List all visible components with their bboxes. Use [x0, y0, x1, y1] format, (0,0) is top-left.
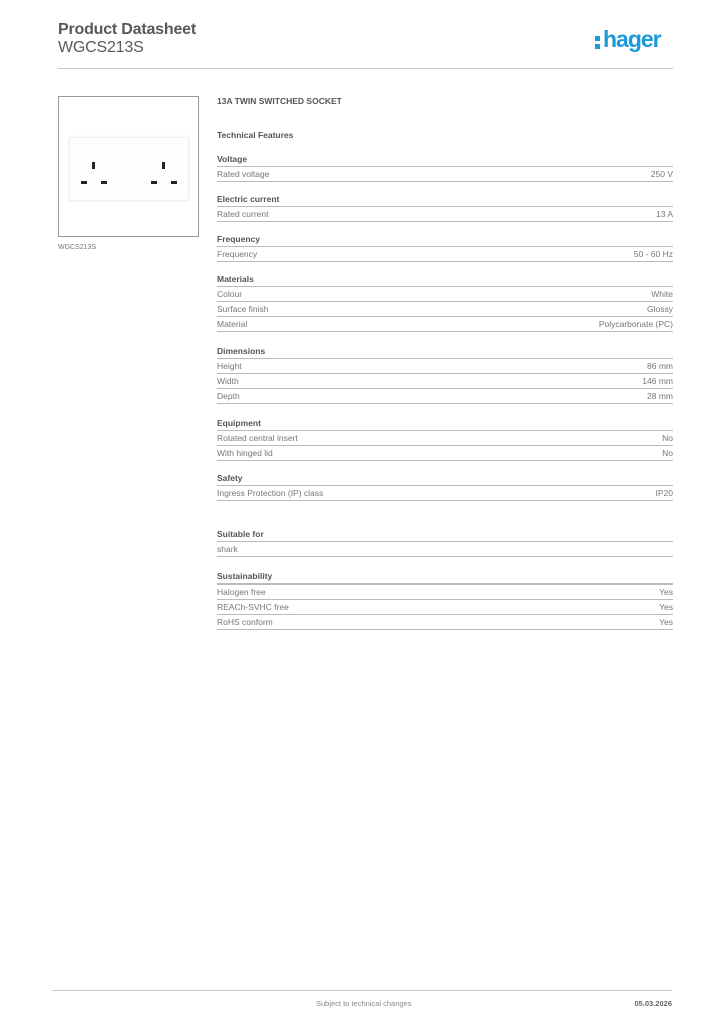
section-heading: Technical Features — [217, 130, 294, 140]
socket-plate-icon — [69, 137, 189, 201]
row-value: White — [651, 289, 673, 299]
product-reference: WGCS213S — [58, 39, 144, 56]
technical-features — [217, 96, 673, 630]
row-value: No — [662, 433, 673, 443]
image-caption: WGCS213S — [58, 244, 97, 251]
row-label: Width — [217, 376, 239, 386]
row-label: Ingress Protection (IP) class — [217, 488, 324, 498]
table-row — [217, 374, 673, 389]
row-label: Material — [217, 319, 248, 329]
row-label: Surface finish — [217, 304, 269, 314]
group-dimensions — [217, 346, 673, 404]
table-row — [217, 542, 673, 557]
row-label: Rotated central insert — [217, 433, 298, 443]
footer-divider — [52, 990, 672, 991]
row-value: IP20 — [655, 488, 673, 498]
group-safety — [217, 473, 673, 501]
row-value: 13 A — [655, 209, 673, 219]
group-suitable-for — [217, 529, 673, 557]
group-title: Electric current — [217, 194, 673, 207]
row-label: Height — [217, 361, 242, 371]
table-row — [217, 486, 673, 501]
logo-colon-icon — [595, 31, 601, 49]
group-title: Voltage — [217, 154, 673, 167]
row-label: Halogen free — [217, 587, 266, 597]
row-value: 146 mm — [642, 376, 673, 386]
earth-pin-icon — [162, 162, 165, 169]
table-row — [217, 600, 673, 615]
row-value: Yes — [659, 617, 673, 627]
table-row — [217, 585, 673, 600]
table-row — [217, 302, 673, 317]
group-title: Equipment — [217, 418, 673, 431]
pin-slot-icon — [171, 181, 177, 184]
product-image — [58, 96, 199, 237]
row-label: Colour — [217, 289, 243, 299]
row-value: Glossy — [647, 304, 673, 314]
logo-text: hager — [603, 26, 661, 52]
hager-logo — [595, 26, 661, 53]
row-value: 86 mm — [647, 361, 673, 371]
row-value: 250 V — [650, 169, 673, 179]
table-row — [217, 359, 673, 374]
table-row — [217, 446, 673, 461]
group-sustainability — [217, 571, 673, 630]
group-title: Dimensions — [217, 346, 673, 359]
table-row — [217, 287, 673, 302]
earth-pin-icon — [92, 162, 95, 169]
group-title: Materials — [217, 274, 673, 287]
table-row — [217, 167, 673, 182]
pin-slot-icon — [151, 181, 157, 184]
row-label: With hinged lid — [217, 448, 273, 458]
row-label: RoHS conform — [217, 617, 273, 627]
header-divider — [58, 68, 673, 69]
row-value: Polycarbonate (PC) — [598, 319, 673, 329]
table-row — [217, 247, 673, 262]
table-row — [217, 615, 673, 630]
footer-note: Subject to technical changes — [316, 999, 412, 1008]
pin-slot-icon — [81, 181, 87, 184]
group-frequency — [217, 234, 673, 262]
footer-date: 05.03.2026 — [634, 999, 672, 1008]
group-materials — [217, 274, 673, 332]
row-value: No — [662, 448, 673, 458]
row-label: Rated voltage — [217, 169, 270, 179]
row-value: 28 mm — [647, 391, 673, 401]
table-row — [217, 431, 673, 446]
table-row — [217, 207, 673, 222]
product-name: 13A TWIN SWITCHED SOCKET — [217, 96, 342, 106]
row-label: shark — [217, 544, 238, 554]
group-electric-current — [217, 194, 673, 222]
group-title: Safety — [217, 473, 673, 486]
row-value: Yes — [659, 602, 673, 612]
group-voltage — [217, 154, 673, 182]
group-title: Sustainability — [217, 571, 673, 585]
group-title: Frequency — [217, 234, 673, 247]
pin-slot-icon — [101, 181, 107, 184]
group-title: Suitable for — [217, 529, 673, 542]
group-equipment — [217, 418, 673, 461]
table-row — [217, 317, 673, 332]
row-value: 50 - 60 Hz — [633, 249, 673, 259]
document-title: Product Datasheet — [58, 21, 196, 38]
row-value: Yes — [659, 587, 673, 597]
row-label: Frequency — [217, 249, 258, 259]
table-row — [217, 389, 673, 404]
row-label: REACh-SVHC free — [217, 602, 289, 612]
row-label: Depth — [217, 391, 240, 401]
row-label: Rated current — [217, 209, 269, 219]
